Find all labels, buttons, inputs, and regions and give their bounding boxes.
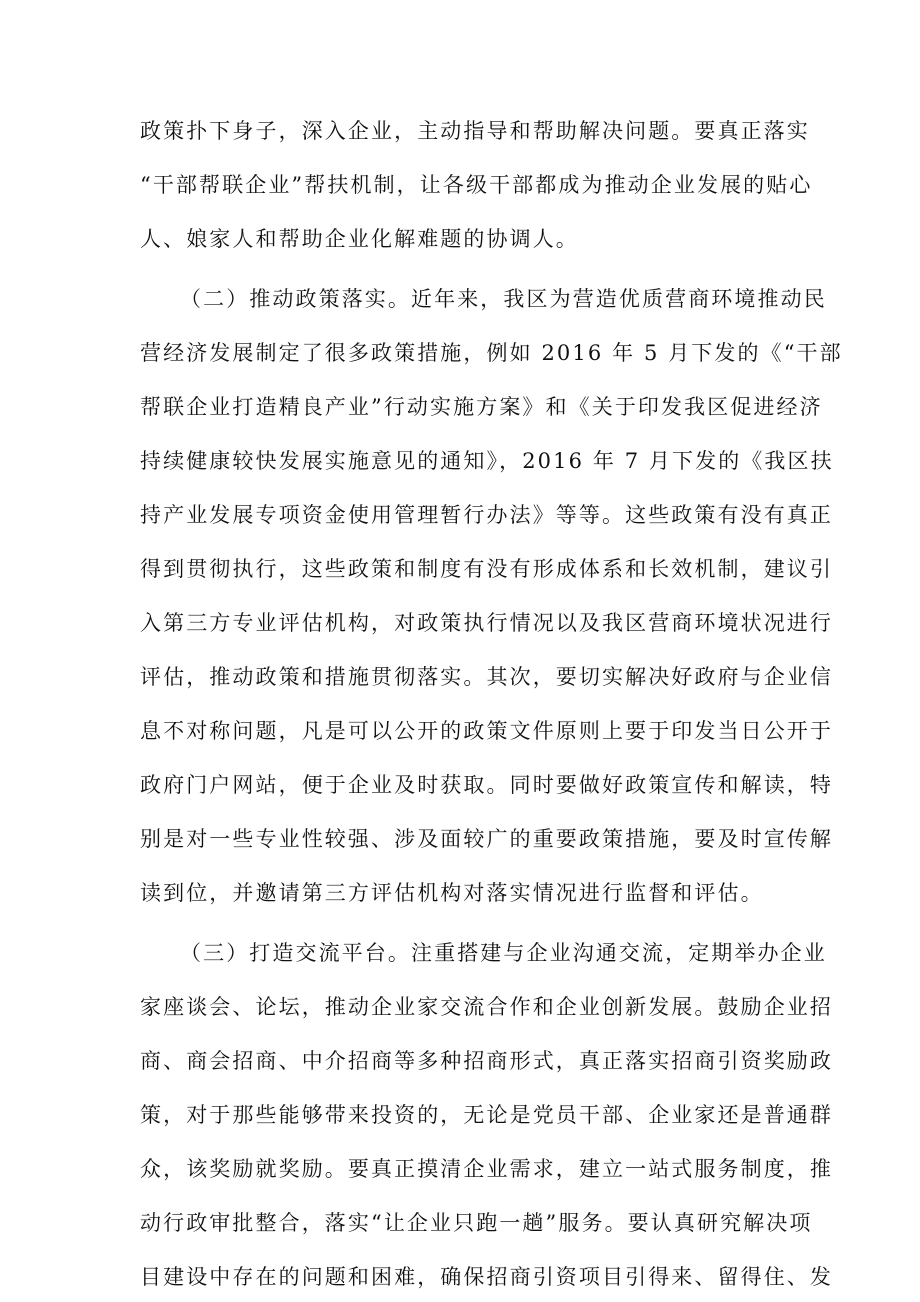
text-line: 别是对一些专业性较强、涉及面较广的重要政策措施，要及时宣传解 [140, 827, 833, 851]
text-line: 息不对称问题，凡是可以公开的政策文件原则上要于印发当日公开于 [140, 719, 833, 743]
text-line: 动行政审批整合，落实“让企业只跑一趟”服务。要认真研究解决项 [140, 1211, 813, 1235]
text-line: 持续健康较快发展实施意见的通知》，2016 年 7 月下发的《我区扶 [140, 449, 834, 473]
text-line: 评估，推动政策和措施贯彻落实。其次，要切实解决好政府与企业信 [140, 665, 833, 689]
text-line: 策，对于那些能够带来投资的，无论是党员干部、企业家还是普通群 [140, 1103, 833, 1127]
text-line: 持产业发展专项资金使用管理暂行办法》等等。这些政策有没有真正 [140, 503, 833, 527]
text-line: 商、商会招商、中介招商等多种招商形式，真正落实招商引资奖励政 [140, 1049, 833, 1073]
text-line: 目建设中存在的问题和困难，确保招商引资项目引得来、留得住、发 [140, 1265, 833, 1289]
text-line: 读到位，并邀请第三方评估机构对落实情况进行监督和评估。 [140, 881, 764, 905]
text-line: 帮联企业打造精良产业”行动实施方案》和《关于印发我区促进经济 [140, 395, 823, 419]
text-line: 营经济发展制定了很多政策措施，例如 2016 年 5 月下发的《“干部 [140, 341, 843, 365]
paragraph-heading-line: （三）打造交流平台。注重搭建与企业沟通交流，定期举办企业 [180, 941, 827, 965]
text-line: 政府门户网站，便于企业及时获取。同时要做好政策宣传和解读，特 [140, 773, 833, 797]
text-line: 人、娘家人和帮助企业化解难题的协调人。 [140, 227, 579, 251]
paragraph-heading-line: （二）推动政策落实。近年来，我区为营造优质营商环境推动民 [180, 287, 827, 311]
text-line: “干部帮联企业”帮扶机制，让各级干部都成为推动企业发展的贴心 [140, 173, 813, 197]
text-line: 得到贯彻执行，这些政策和制度有没有形成体系和长效机制，建议引 [140, 557, 833, 581]
text-line: 入第三方专业评估机构，对政策执行情况以及我区营商环境状况进行 [140, 611, 833, 635]
text-line: 家座谈会、论坛，推动企业家交流合作和企业创新发展。鼓励企业招 [140, 995, 833, 1019]
text-line: 政策扑下身子，深入企业，主动指导和帮助解决问题。要真正落实 [140, 119, 810, 143]
text-line: 众，该奖励就奖励。要真正摸清企业需求，建立一站式服务制度，推 [140, 1157, 833, 1181]
